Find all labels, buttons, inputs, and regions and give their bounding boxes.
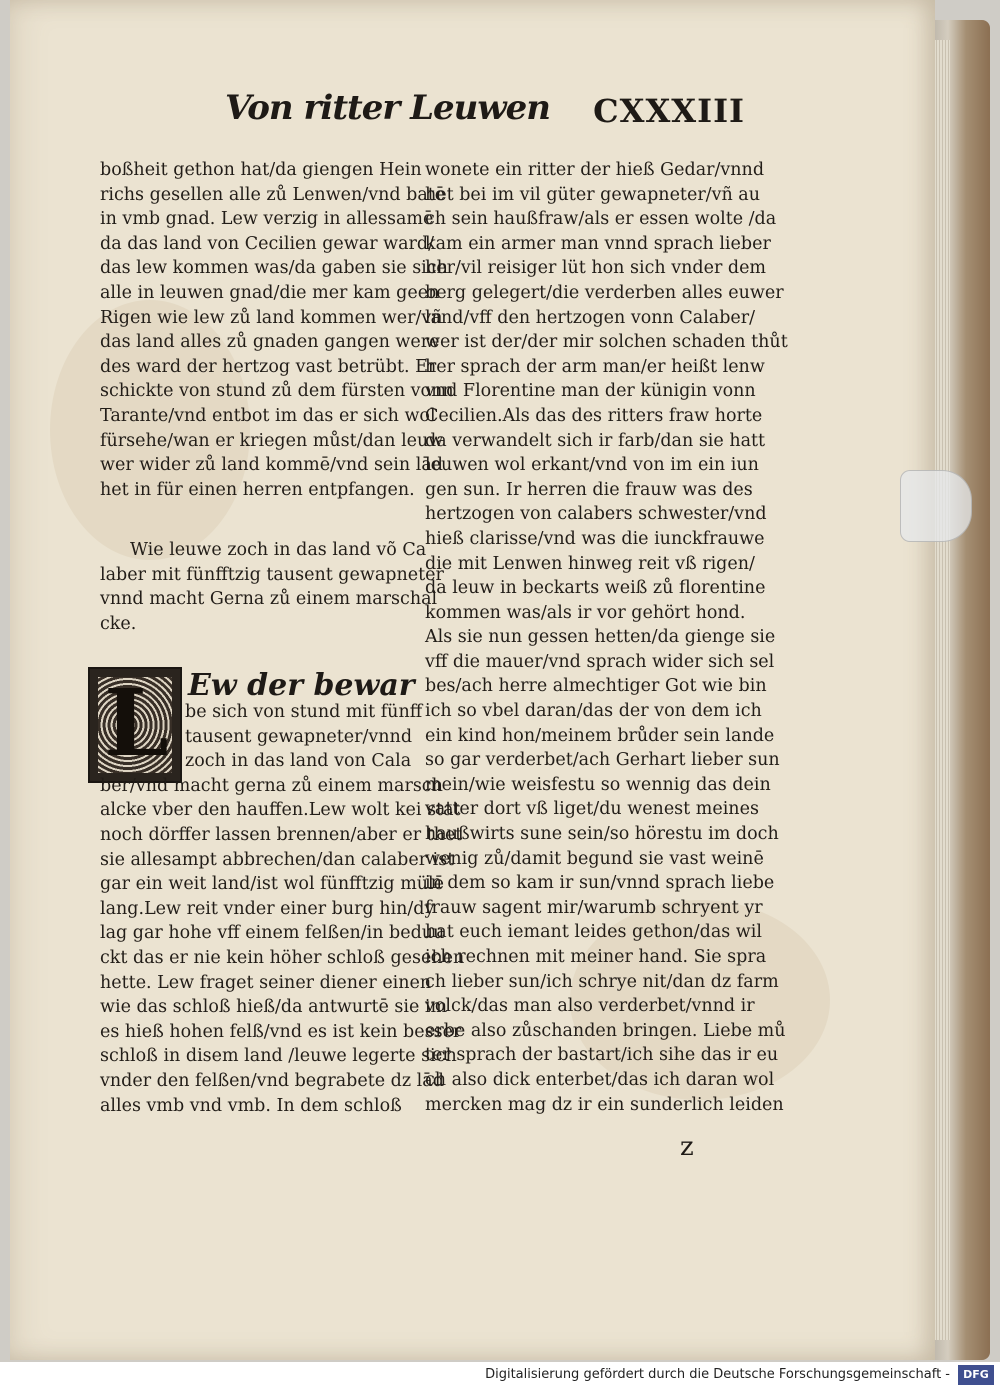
text-line: het bei im vil güter gewapneter/vñ au bbox=[425, 184, 761, 205]
text-line: ckt das er nie kein höher schloß gesehen bbox=[100, 947, 465, 968]
running-header bbox=[225, 88, 745, 138]
text-line: ber/vnd macht gerna zů einem marsch bbox=[100, 775, 443, 796]
text-line: da leuw in beckarts weiß zů florentine bbox=[425, 578, 766, 599]
text-line: bes/ach herre almechtiger Got wie bin bbox=[425, 676, 767, 697]
right-column-text bbox=[425, 158, 788, 1117]
footer-bar bbox=[0, 1362, 1000, 1389]
text-line: lang.Lew reit vnder einer burg hin/dy bbox=[100, 898, 435, 919]
text-line: Rigen wie lew zů land kommen wer/vñ bbox=[100, 307, 443, 328]
text-line: das land alles zů gnaden gangen were bbox=[100, 332, 440, 353]
text-line: ch sein haußfraw/als er essen wolte /da bbox=[425, 209, 777, 230]
text-line: haußwirts sune sein/so hörestu im doch bbox=[425, 824, 779, 845]
text-line: alcke vber den hauffen.Lew wolt kei stat bbox=[100, 800, 461, 821]
text-line: leuwen wol erkant/vnd von im ein iun bbox=[425, 455, 759, 476]
text-line: her/vil reisiger lüt hon sich vnder dem bbox=[425, 258, 767, 279]
text-line: vnd Florentine man der künigin vonn bbox=[425, 381, 756, 402]
text-line: Als sie nun gessen hetten/da gienge sie bbox=[425, 627, 776, 648]
text-line: tausent gewapneter/vnnd bbox=[185, 726, 413, 747]
text-line: berg gelegert/die verderben alles euwer bbox=[425, 282, 784, 303]
page-clip bbox=[900, 470, 972, 542]
signature-mark: z bbox=[680, 1132, 694, 1162]
text-line: het in für einen herren entpfangen. bbox=[100, 479, 415, 500]
text-line: Cecilien.Als das des ritters fraw horte bbox=[425, 405, 763, 426]
text-line: wenig zů/damit begund sie vast weinē bbox=[425, 848, 764, 869]
text-line: da verwandelt sich ir farb/dan sie hatt bbox=[425, 430, 766, 451]
text-line: hieß clarisse/vnd was die iunckfrauwe bbox=[425, 528, 765, 549]
text-line: vnder den felßen/vnd begrabete dz lād bbox=[100, 1070, 444, 1091]
text-line: volck/das man also verderbet/vnnd ir bbox=[425, 996, 755, 1017]
text-line: her sprach der arm man/er heißt lenw bbox=[425, 356, 765, 377]
initial-letter: L bbox=[104, 669, 169, 777]
text-line: mein/wie weisfestu so wennig das dein bbox=[425, 774, 771, 795]
text-line: gen sun. Ir herren die frauw was des bbox=[425, 479, 753, 500]
text-line: ich so vbel daran/das der von dem ich bbox=[425, 701, 762, 722]
text-line: vff die mauer/vnd sprach wider sich sel bbox=[425, 651, 775, 672]
text-line: in dem so kam ir sun/vnnd sprach liebe bbox=[425, 873, 775, 894]
text-line: sie allesampt abbrechen/dan calaber ist bbox=[100, 849, 455, 870]
dfg-logo: DFG bbox=[958, 1365, 994, 1385]
text-line: ich rechnen mit meiner hand. Sie spra bbox=[425, 947, 767, 967]
text-line: zoch in das land von Cala bbox=[185, 751, 412, 772]
text-line: land/vff den hertzogen vonn Calaber/ bbox=[425, 307, 756, 328]
text-line: die mit Lenwen hinweg reit vß rigen/ bbox=[425, 553, 755, 574]
folio-number: CXXXIII bbox=[593, 92, 745, 130]
text-line: des ward der hertzog vast betrübt. Er bbox=[100, 356, 437, 377]
left-column-text-bottom bbox=[100, 700, 464, 1118]
left-column-text-top bbox=[100, 158, 454, 502]
text-line: wer ist der/der mir solchen schaden thůt bbox=[425, 332, 788, 353]
text-line: schickte von stund zů dem fürsten vonn bbox=[100, 381, 454, 402]
text-line: richs gesellen alle zů Lenwen/vnd batē bbox=[100, 184, 446, 205]
text-line: Tarante/vnd entbot im das er sich wol bbox=[100, 405, 436, 426]
opening-words: Ew der bewar bbox=[188, 668, 415, 703]
text-line: alle in leuwen gnad/die mer kam geen bbox=[100, 282, 440, 303]
text-line: hat euch iemant leides gethon/das wil bbox=[425, 922, 762, 943]
text-line: be sich von stund mit fünff bbox=[185, 702, 423, 722]
text-line: wonete ein ritter der hieß Gedar/vnnd bbox=[425, 160, 765, 180]
text-line: ter sprach der bastart/ich sihe das ir eu bbox=[425, 1045, 779, 1066]
text-line: gar ein weit land/ist wol fünfftzig mülē bbox=[100, 874, 445, 895]
text-line: erbe also zůschanden bringen. Liebe mů bbox=[425, 1020, 786, 1041]
text-line: das lew kommen was/da gaben sie sich bbox=[100, 258, 448, 279]
text-line: ein kind hon/meinem brůder sein lande bbox=[425, 725, 775, 746]
text-line: alles vmb vnd vmb. In dem schloß bbox=[100, 1095, 402, 1116]
text-line: kam ein armer man vnnd sprach lieber bbox=[425, 233, 771, 254]
chapter-heading bbox=[100, 538, 444, 636]
text-line: laber mit fünfftzig tausent gewapneter bbox=[100, 564, 444, 585]
funding-credit: Digitalisierung gefördert durch die Deutsche Forschungsgemeinschaft - bbox=[485, 1367, 950, 1382]
text-line: schloß in disem land /leuwe legerte sich bbox=[100, 1046, 457, 1067]
text-line: fürsehe/wan er kriegen můst/dan leuw bbox=[100, 430, 444, 451]
text-line: mercken mag dz ir ein sunderlich leiden bbox=[425, 1094, 784, 1115]
text-line: noch dörffer lassen brennen/aber er thet bbox=[100, 824, 463, 845]
text-line: hette. Lew fraget seiner diener einen bbox=[100, 972, 432, 993]
text-line: so gar verderbet/ach Gerhart lieber sun bbox=[425, 750, 780, 771]
text-line: boßheit gethon hat/da giengen Hein bbox=[100, 160, 422, 180]
text-line: in vmb gnad. Lew verzig in allessamē bbox=[100, 209, 434, 230]
text-line: frauw sagent mir/warumb schryent yr bbox=[425, 897, 763, 918]
header-title: Von ritter Leuwen bbox=[225, 88, 550, 128]
text-line: wie das schloß hieß/da antwurtē sie im bbox=[100, 997, 448, 1018]
text-line: wer wider zů land kommē/vnd sein lād bbox=[100, 455, 443, 476]
text-line: hertzogen von calabers schwester/vnd bbox=[425, 504, 767, 525]
text-line: ch also dick enterbet/das ich daran wol bbox=[425, 1069, 775, 1090]
text-line: da das land von Cecilien gewar ward/ bbox=[100, 233, 435, 254]
text-line: vnnd macht Gerna zů einem marschal bbox=[100, 589, 438, 610]
text-line: ch lieber sun/ich schrye nit/dan dz farm bbox=[425, 971, 779, 992]
text-line: cke. bbox=[100, 613, 137, 634]
text-line: Wie leuwe zoch in das land võ Ca bbox=[130, 540, 427, 560]
text-line: lag gar hohe vff einem felßen/in beduu bbox=[100, 923, 445, 944]
text-line: kommen was/als ir vor gehört hond. bbox=[425, 602, 746, 623]
text-line: vatter dort vß liget/du wenest meines bbox=[425, 799, 759, 820]
text-line: es hieß hohen felß/vnd es ist kein besser bbox=[100, 1021, 462, 1042]
